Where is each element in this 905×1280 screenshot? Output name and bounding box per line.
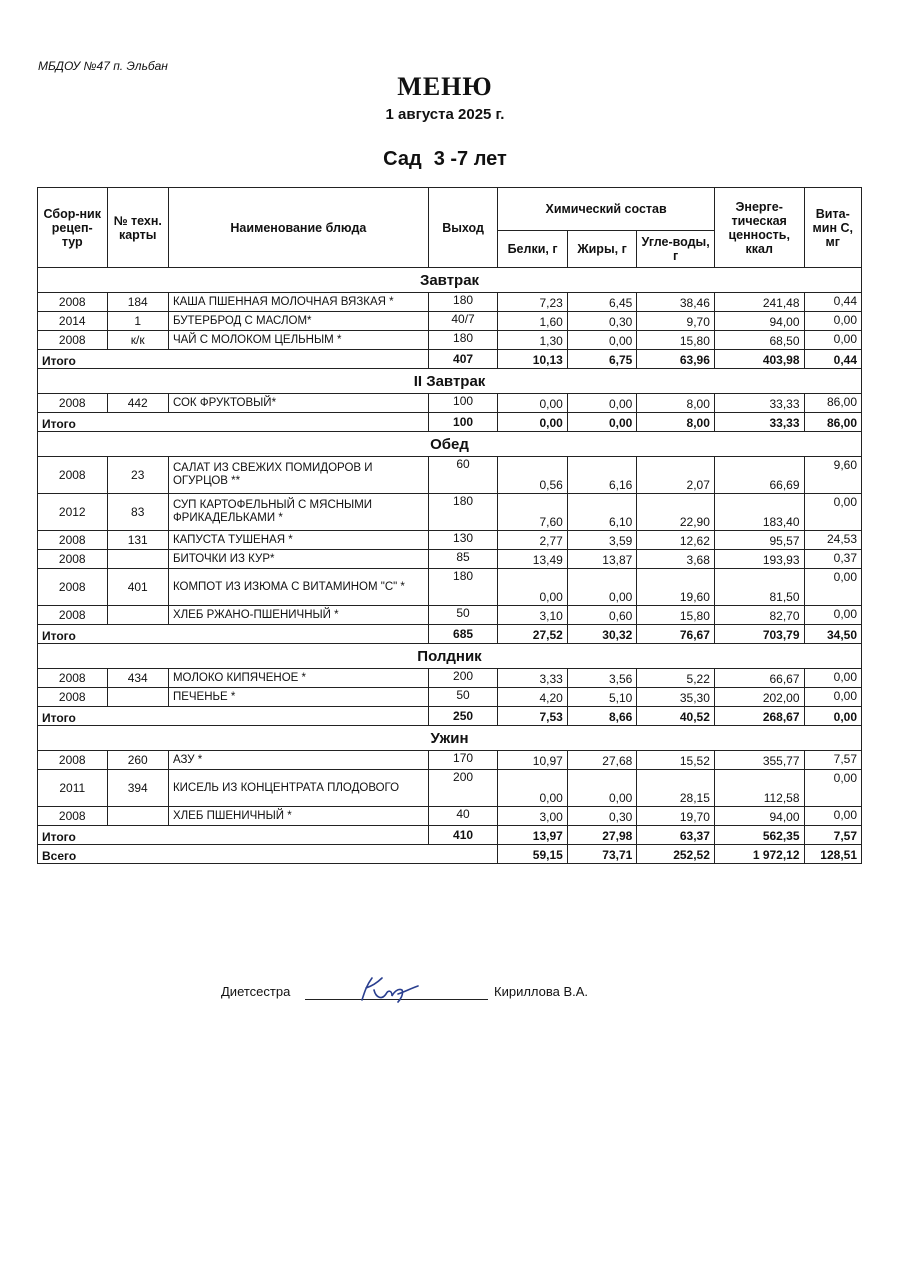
- handwritten-signature-icon: [352, 972, 432, 1006]
- total-output: 685: [428, 625, 498, 644]
- cell-protein: 1,60: [498, 312, 568, 331]
- total-label: Итого: [38, 413, 429, 432]
- cell-fat: 0,00: [567, 770, 637, 807]
- cell-card: [107, 606, 168, 625]
- total-protein: 7,53: [498, 707, 568, 726]
- cell-vitamin: 9,60: [804, 457, 861, 494]
- cell-fat: 6,16: [567, 457, 637, 494]
- cell-card: 23: [107, 457, 168, 494]
- cell-protein: 3,00: [498, 807, 568, 826]
- cell-card: 1: [107, 312, 168, 331]
- cell-card: к/к: [107, 331, 168, 350]
- total-carbs: 76,67: [637, 625, 715, 644]
- cell-collection: 2008: [38, 807, 108, 826]
- cell-output: 50: [428, 606, 498, 625]
- cell-fat: 0,30: [567, 312, 637, 331]
- dish-row: [38, 457, 862, 494]
- cell-card: 442: [107, 394, 168, 413]
- cell-vitamin: 0,37: [804, 550, 861, 569]
- cell-fat: 0,00: [567, 569, 637, 606]
- total-carbs: 8,00: [637, 413, 715, 432]
- total-output: 100: [428, 413, 498, 432]
- section-title: Обед: [38, 432, 862, 457]
- dish-row: [38, 569, 862, 606]
- cell-energy: 355,77: [714, 751, 804, 770]
- section-total-row: [38, 625, 862, 644]
- col-dish: Наименование блюда: [168, 188, 428, 268]
- cell-protein: 3,10: [498, 606, 568, 625]
- cell-output: 170: [428, 751, 498, 770]
- cell-energy: 82,70: [714, 606, 804, 625]
- cell-dish: БУТЕРБРОД С МАСЛОМ*: [168, 312, 428, 331]
- cell-dish: ХЛЕБ РЖАНО-ПШЕНИЧНЫЙ *: [168, 606, 428, 625]
- dish-row: [38, 331, 862, 350]
- total-fat: 8,66: [567, 707, 637, 726]
- cell-energy: 66,67: [714, 669, 804, 688]
- total-fat: 0,00: [567, 413, 637, 432]
- total-protein: 10,13: [498, 350, 568, 369]
- cell-energy: 193,93: [714, 550, 804, 569]
- cell-output: 100: [428, 394, 498, 413]
- cell-fat: 0,00: [567, 394, 637, 413]
- cell-dish: ПЕЧЕНЬЕ *: [168, 688, 428, 707]
- cell-output: 130: [428, 531, 498, 550]
- cell-dish: КОМПОТ ИЗ ИЗЮМА С ВИТАМИНОМ "С" *: [168, 569, 428, 606]
- organization-name: МБДОУ №47 п. Эльбан: [38, 59, 168, 73]
- col-fat: Жиры, г: [567, 231, 637, 268]
- cell-fat: 6,45: [567, 293, 637, 312]
- cell-energy: 81,50: [714, 569, 804, 606]
- cell-collection: 2008: [38, 669, 108, 688]
- total-label: Итого: [38, 826, 429, 845]
- col-vitamin: Вита-мин С, мг: [804, 188, 861, 268]
- cell-card: 394: [107, 770, 168, 807]
- cell-vitamin: 86,00: [804, 394, 861, 413]
- cell-dish: МОЛОКО КИПЯЧЕНОЕ *: [168, 669, 428, 688]
- cell-dish: СОК ФРУКТОВЫЙ*: [168, 394, 428, 413]
- cell-fat: 3,59: [567, 531, 637, 550]
- cell-card: [107, 550, 168, 569]
- cell-output: 180: [428, 494, 498, 531]
- section-total-row: [38, 350, 862, 369]
- col-energy: Энерге-тическая ценность, ккал: [714, 188, 804, 268]
- page-title: МЕНЮ: [397, 72, 493, 101]
- section-header-row: [38, 268, 862, 293]
- cell-energy: 33,33: [714, 394, 804, 413]
- total-energy: 403,98: [714, 350, 804, 369]
- cell-collection: 2008: [38, 606, 108, 625]
- cell-card: 131: [107, 531, 168, 550]
- cell-protein: 7,23: [498, 293, 568, 312]
- section-total-row: [38, 413, 862, 432]
- cell-energy: 94,00: [714, 807, 804, 826]
- group-label: Сад: [383, 148, 422, 170]
- total-energy: 562,35: [714, 826, 804, 845]
- cell-protein: 4,20: [498, 688, 568, 707]
- cell-protein: 7,60: [498, 494, 568, 531]
- cell-energy: 202,00: [714, 688, 804, 707]
- dish-row: [38, 669, 862, 688]
- dish-row: [38, 394, 862, 413]
- total-protein: 0,00: [498, 413, 568, 432]
- cell-collection: 2008: [38, 751, 108, 770]
- cell-carbs: 12,62: [637, 531, 715, 550]
- section-total-row: [38, 707, 862, 726]
- section-title: II Завтрак: [38, 369, 862, 394]
- cell-carbs: 38,46: [637, 293, 715, 312]
- cell-dish: ЧАЙ С МОЛОКОМ ЦЕЛЬНЫМ *: [168, 331, 428, 350]
- total-energy: 33,33: [714, 413, 804, 432]
- cell-collection: 2008: [38, 569, 108, 606]
- grand-energy: 1 972,12: [714, 845, 804, 864]
- grand-protein: 59,15: [498, 845, 568, 864]
- dish-row: [38, 531, 862, 550]
- cell-vitamin: 0,00: [804, 688, 861, 707]
- cell-protein: 3,33: [498, 669, 568, 688]
- cell-vitamin: 0,44: [804, 293, 861, 312]
- section-title: Завтрак: [38, 268, 862, 293]
- section-header-row: [38, 644, 862, 669]
- dish-row: [38, 688, 862, 707]
- dish-row: [38, 606, 862, 625]
- total-protein: 27,52: [498, 625, 568, 644]
- cell-vitamin: 0,00: [804, 770, 861, 807]
- cell-fat: 3,56: [567, 669, 637, 688]
- total-output: 250: [428, 707, 498, 726]
- total-energy: 268,67: [714, 707, 804, 726]
- signer-role: Диетсестра: [221, 984, 291, 999]
- cell-card: 434: [107, 669, 168, 688]
- total-label: Итого: [38, 350, 429, 369]
- cell-dish: САЛАТ ИЗ СВЕЖИХ ПОМИДОРОВ И ОГУРЦОВ **: [168, 457, 428, 494]
- total-output: 407: [428, 350, 498, 369]
- col-collection: Сбор-ник рецеп-тур: [38, 188, 108, 268]
- cell-fat: 0,00: [567, 331, 637, 350]
- cell-output: 60: [428, 457, 498, 494]
- cell-vitamin: 0,00: [804, 606, 861, 625]
- dish-row: [38, 494, 862, 531]
- cell-output: 85: [428, 550, 498, 569]
- cell-carbs: 8,00: [637, 394, 715, 413]
- grand-total-row: [38, 845, 862, 864]
- section-header-row: [38, 432, 862, 457]
- cell-energy: 95,57: [714, 531, 804, 550]
- section-header-row: [38, 726, 862, 751]
- cell-output: 40: [428, 807, 498, 826]
- total-vitamin: 7,57: [804, 826, 861, 845]
- section-title: Ужин: [38, 726, 862, 751]
- cell-carbs: 19,60: [637, 569, 715, 606]
- menu-date: 1 августа 2025 г.: [385, 106, 505, 123]
- cell-energy: 112,58: [714, 770, 804, 807]
- cell-collection: 2012: [38, 494, 108, 531]
- grand-vitamin: 128,51: [804, 845, 861, 864]
- cell-card: 401: [107, 569, 168, 606]
- cell-carbs: 19,70: [637, 807, 715, 826]
- cell-protein: 1,30: [498, 331, 568, 350]
- cell-protein: 0,00: [498, 569, 568, 606]
- col-protein: Белки, г: [498, 231, 568, 268]
- cell-card: [107, 807, 168, 826]
- cell-energy: 68,50: [714, 331, 804, 350]
- col-card: № техн. карты: [107, 188, 168, 268]
- cell-energy: 241,48: [714, 293, 804, 312]
- total-fat: 27,98: [567, 826, 637, 845]
- cell-collection: 2008: [38, 550, 108, 569]
- age-group: [0, 148, 890, 171]
- cell-carbs: 2,07: [637, 457, 715, 494]
- cell-carbs: 28,15: [637, 770, 715, 807]
- cell-carbs: 5,22: [637, 669, 715, 688]
- cell-protein: 0,56: [498, 457, 568, 494]
- cell-vitamin: 0,00: [804, 569, 861, 606]
- cell-fat: 0,60: [567, 606, 637, 625]
- cell-carbs: 3,68: [637, 550, 715, 569]
- col-output: Выход: [428, 188, 498, 268]
- cell-card: [107, 688, 168, 707]
- cell-carbs: 15,80: [637, 331, 715, 350]
- cell-energy: 183,40: [714, 494, 804, 531]
- cell-collection: 2011: [38, 770, 108, 807]
- total-carbs: 63,37: [637, 826, 715, 845]
- total-fat: 6,75: [567, 350, 637, 369]
- cell-fat: 0,30: [567, 807, 637, 826]
- dish-row: [38, 312, 862, 331]
- cell-carbs: 15,52: [637, 751, 715, 770]
- total-vitamin: 34,50: [804, 625, 861, 644]
- dish-row: [38, 751, 862, 770]
- cell-vitamin: 7,57: [804, 751, 861, 770]
- total-vitamin: 86,00: [804, 413, 861, 432]
- col-carbs: Угле-воды, г: [637, 231, 715, 268]
- header-row: [38, 188, 862, 231]
- cell-vitamin: 0,00: [804, 807, 861, 826]
- cell-vitamin: 0,00: [804, 669, 861, 688]
- cell-collection: 2014: [38, 312, 108, 331]
- cell-dish: БИТОЧКИ ИЗ КУР*: [168, 550, 428, 569]
- grand-carbs: 252,52: [637, 845, 715, 864]
- cell-collection: 2008: [38, 293, 108, 312]
- cell-dish: КАША ПШЕННАЯ МОЛОЧНАЯ ВЯЗКАЯ *: [168, 293, 428, 312]
- cell-fat: 5,10: [567, 688, 637, 707]
- cell-vitamin: 24,53: [804, 531, 861, 550]
- total-protein: 13,97: [498, 826, 568, 845]
- cell-fat: 13,87: [567, 550, 637, 569]
- cell-output: 180: [428, 331, 498, 350]
- cell-energy: 94,00: [714, 312, 804, 331]
- cell-vitamin: 0,00: [804, 331, 861, 350]
- cell-carbs: 22,90: [637, 494, 715, 531]
- total-label: Итого: [38, 625, 429, 644]
- grand-fat: 73,71: [567, 845, 637, 864]
- cell-carbs: 15,80: [637, 606, 715, 625]
- cell-carbs: 9,70: [637, 312, 715, 331]
- cell-collection: 2008: [38, 457, 108, 494]
- total-output: 410: [428, 826, 498, 845]
- cell-fat: 6,10: [567, 494, 637, 531]
- cell-output: 200: [428, 669, 498, 688]
- cell-collection: 2008: [38, 331, 108, 350]
- cell-protein: 0,00: [498, 394, 568, 413]
- section-header-row: [38, 369, 862, 394]
- cell-fat: 27,68: [567, 751, 637, 770]
- cell-card: 184: [107, 293, 168, 312]
- total-label: Итого: [38, 707, 429, 726]
- cell-collection: 2008: [38, 688, 108, 707]
- cell-dish: ХЛЕБ ПШЕНИЧНЫЙ *: [168, 807, 428, 826]
- cell-collection: 2008: [38, 394, 108, 413]
- cell-protein: 2,77: [498, 531, 568, 550]
- total-vitamin: 0,44: [804, 350, 861, 369]
- cell-protein: 10,97: [498, 751, 568, 770]
- cell-protein: 13,49: [498, 550, 568, 569]
- cell-card: 83: [107, 494, 168, 531]
- total-energy: 703,79: [714, 625, 804, 644]
- cell-vitamin: 0,00: [804, 494, 861, 531]
- dish-row: [38, 770, 862, 807]
- dish-row: [38, 293, 862, 312]
- dish-row: [38, 807, 862, 826]
- cell-dish: СУП КАРТОФЕЛЬНЫЙ С МЯСНЫМИ ФРИКАДЕЛЬКАМИ *: [168, 494, 428, 531]
- section-total-row: [38, 826, 862, 845]
- col-chem: Химический состав: [498, 188, 715, 231]
- cell-protein: 0,00: [498, 770, 568, 807]
- cell-dish: КАПУСТА ТУШЕНАЯ *: [168, 531, 428, 550]
- cell-dish: АЗУ *: [168, 751, 428, 770]
- age-range: 3 -7 лет: [433, 148, 507, 170]
- cell-output: 180: [428, 293, 498, 312]
- cell-carbs: 35,30: [637, 688, 715, 707]
- cell-output: 50: [428, 688, 498, 707]
- cell-energy: 66,69: [714, 457, 804, 494]
- total-vitamin: 0,00: [804, 707, 861, 726]
- cell-output: 40/7: [428, 312, 498, 331]
- total-carbs: 40,52: [637, 707, 715, 726]
- total-fat: 30,32: [567, 625, 637, 644]
- dish-row: [38, 550, 862, 569]
- grand-total-label: Всего: [38, 845, 498, 864]
- cell-output: 200: [428, 770, 498, 807]
- menu-body: [38, 268, 862, 864]
- total-carbs: 63,96: [637, 350, 715, 369]
- section-title: Полдник: [38, 644, 862, 669]
- cell-dish: КИСЕЛЬ ИЗ КОНЦЕНТРАТА ПЛОДОВОГО: [168, 770, 428, 807]
- menu-table: [37, 187, 862, 864]
- signer-name: Кириллова В.А.: [494, 984, 589, 999]
- cell-collection: 2008: [38, 531, 108, 550]
- cell-output: 180: [428, 569, 498, 606]
- cell-vitamin: 0,00: [804, 312, 861, 331]
- cell-card: 260: [107, 751, 168, 770]
